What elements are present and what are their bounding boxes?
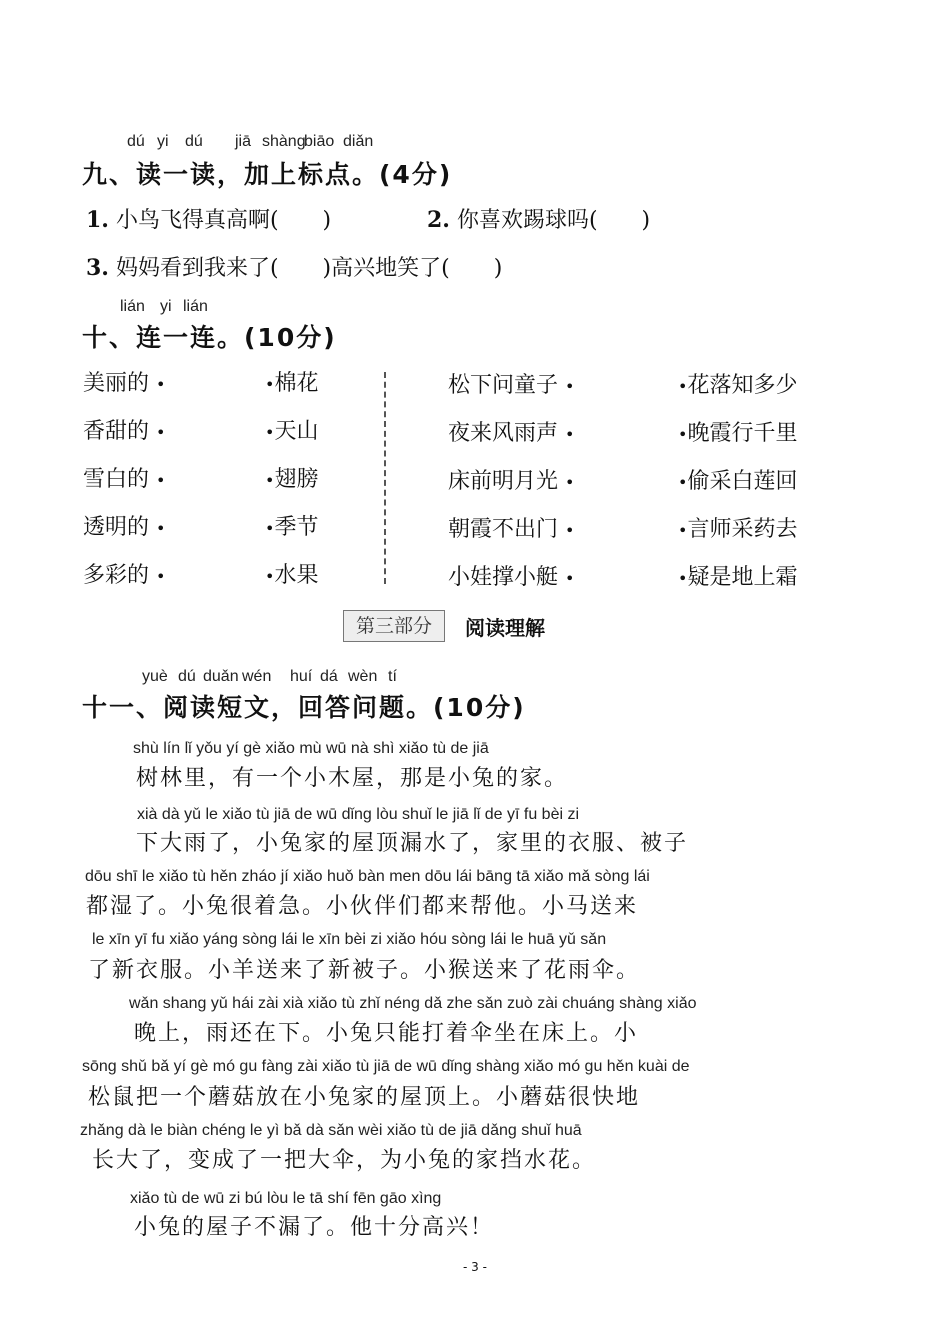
passage-pinyin: sōng shǔ bǎ yí gè mó gu fàng zài xiǎo tù jiā de wū dǐng shàng xiǎo mó gu hěn kuài de	[82, 1058, 690, 1075]
passage-line: 树林里，有一个小木屋，那是小兔的家。	[136, 766, 569, 791]
passage-pinyin: dōu shī le xiǎo tù hěn zháo jí xiǎo huǒ bàn men dōu lái bāng tā xiǎo mǎ sòng lái	[85, 868, 650, 885]
match-right-line: 床前明月光 •	[448, 469, 575, 494]
section9-title: 九、读一读，加上标点。(4分)	[82, 160, 453, 189]
match-left-word: 透明的 •	[83, 515, 166, 540]
section10-title: 十、连一连。(10分)	[82, 323, 337, 352]
section10-pinyin-yi: yi	[160, 298, 172, 315]
match-right-line: 朝霞不出门 •	[448, 517, 575, 542]
passage-line: 都湿了。小兔很着急。小伙伴们都来帮他。小马送来	[86, 894, 639, 919]
section9-pinyin-yi: yi	[157, 133, 169, 150]
question-number: 1.	[86, 207, 109, 233]
section9-pinyin-du1: dú	[127, 133, 145, 150]
match-right-target: •疑是地上霜	[678, 565, 798, 590]
match-right-target: •言师采药去	[678, 517, 798, 542]
section9-pinyin-shang: shàng	[262, 133, 306, 150]
passage-pinyin: zhǎng dà le biàn chéng le yì bǎ dà sǎn wèi xiǎo tù de jiā dǎng shuǐ huā	[80, 1122, 582, 1139]
match-left-word: 香甜的 •	[83, 419, 166, 444]
match-right-target: •花落知多少	[678, 373, 798, 398]
passage-pinyin: shù lín lǐ yǒu yí gè xiǎo mù wū nà shì xiǎo tù de jiā	[133, 740, 489, 757]
section9-pinyin-du2: dú	[185, 133, 203, 150]
section11-pinyin-du: dú	[178, 668, 196, 685]
match-left-word: 多彩的 •	[83, 563, 166, 588]
passage-line: 下大雨了，小兔家的屋顶漏水了，家里的衣服、被子	[136, 831, 689, 856]
question-number: 2.	[427, 207, 450, 233]
section9-pinyin-jia: jiā	[235, 133, 252, 150]
punctuation-question-3	[86, 251, 502, 282]
section10-pinyin-lian1: lián	[120, 298, 145, 315]
match-left-word: 雪白的 •	[83, 467, 166, 492]
section11-pinyin-wen: wén	[242, 668, 272, 685]
part-title: 阅读理解	[465, 616, 545, 640]
passage-line: 小兔的屋子不漏了。他十分高兴！	[134, 1215, 495, 1240]
section10-pinyin-lian2: lián	[183, 298, 208, 315]
passage-line: 松鼠把一个蘑菇放在小兔家的屋顶上。小蘑菇很快地	[88, 1085, 641, 1110]
question-text: 你喜欢踢球吗( )	[456, 208, 651, 233]
page-number: - 3 -	[463, 1260, 487, 1274]
section11-pinyin-hui: huí	[290, 668, 313, 685]
question-text: 妈妈看到我来了( )高兴地笑了( )	[115, 256, 503, 281]
match-left-target: •棉花	[265, 371, 319, 396]
section11-pinyin-yue: yuè	[142, 668, 168, 685]
match-left-target: •天山	[265, 419, 319, 444]
match-right-line: 小娃撑小艇 •	[448, 565, 575, 590]
section9-pinyin-dian: diǎn	[343, 133, 374, 150]
passage-pinyin: xià dà yǔ le xiǎo tù jiā de wū dǐng lòu shuǐ le jiā lǐ de yī fu bèi zi	[137, 806, 580, 823]
section11-pinyin-wen2: wèn	[348, 668, 378, 685]
match-left-target: •翅膀	[265, 467, 319, 492]
match-left-word: 美丽的 •	[83, 371, 166, 396]
section11-title: 十一、阅读短文，回答问题。(10分)	[82, 693, 526, 722]
match-left-target: •水果	[265, 563, 319, 588]
question-text: 小鸟飞得真高啊( )	[115, 208, 332, 233]
section11-pinyin-da: dá	[320, 668, 338, 685]
punctuation-question-2	[427, 203, 650, 234]
punctuation-question-1	[86, 203, 331, 234]
match-right-line: 夜来风雨声 •	[448, 421, 575, 446]
part-label: 第三部分	[343, 610, 445, 642]
passage-line: 长大了，变成了一把大伞，为小兔的家挡水花。	[92, 1148, 597, 1173]
match-left-target: •季节	[265, 515, 319, 540]
section9-pinyin-biao: biāo	[304, 133, 335, 150]
match-right-target: •偷采白莲回	[678, 469, 798, 494]
question-number: 3.	[86, 255, 109, 281]
section11-pinyin-ti: tí	[388, 668, 397, 685]
match-right-line: 松下问童子 •	[448, 373, 575, 398]
passage-line: 晚上，雨还在下。小兔只能打着伞坐在床上。小	[134, 1021, 639, 1046]
column-divider	[384, 372, 386, 584]
match-right-target: •晚霞行千里	[678, 421, 798, 446]
passage-line: 了新衣服。小羊送来了新被子。小猴送来了花雨伞。	[88, 958, 641, 983]
passage-pinyin: le xīn yī fu xiǎo yáng sòng lái le xīn bèi zi xiǎo hóu sòng lái le huā yǔ sǎn	[92, 931, 607, 948]
section11-pinyin-duan: duǎn	[203, 668, 239, 685]
passage-pinyin: wǎn shang yǔ hái zài xià xiǎo tù zhǐ néng dǎ zhe sǎn zuò zài chuáng shàng xiǎo	[129, 995, 697, 1012]
passage-pinyin: xiǎo tù de wū zi bú lòu le tā shí fēn gāo xìng	[130, 1190, 442, 1207]
